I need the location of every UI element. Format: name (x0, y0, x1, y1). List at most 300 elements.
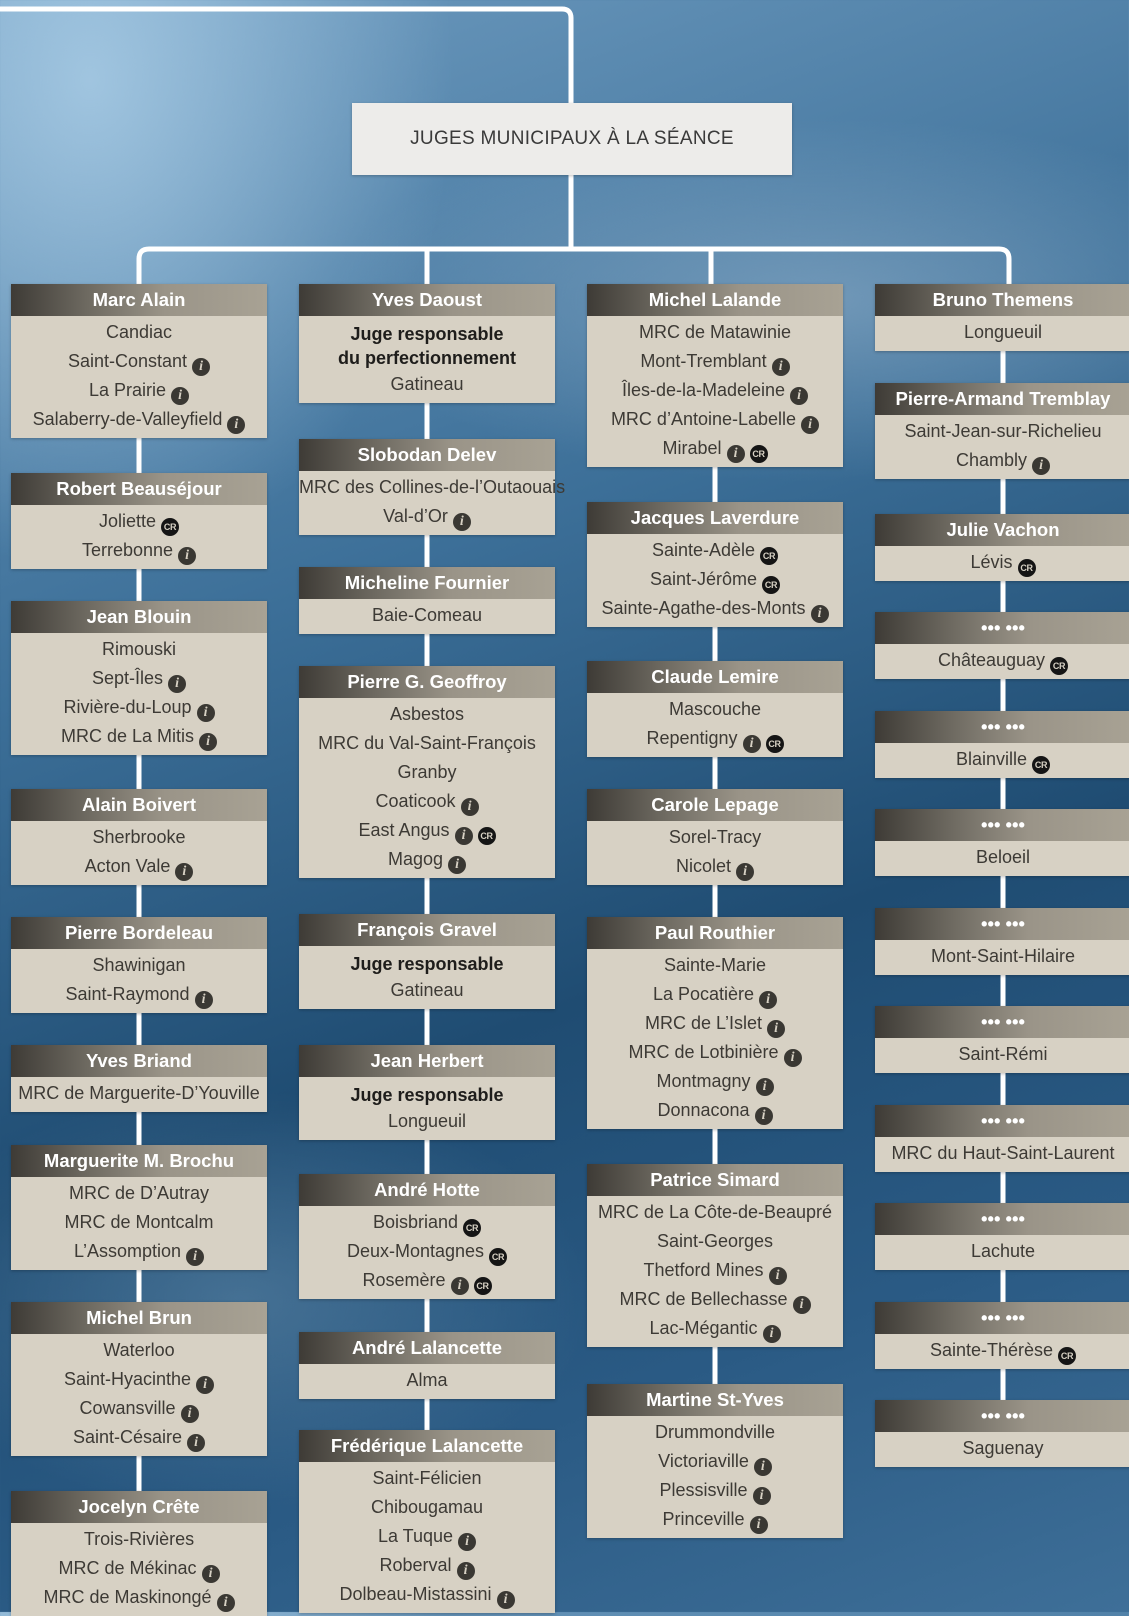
judge-name: Slobodan Delev (299, 439, 555, 471)
judge-card (11, 789, 267, 885)
info-icon: i (754, 1458, 772, 1476)
judge-card (11, 1302, 267, 1456)
judge-courts (587, 949, 843, 1129)
court-label: Îles-de-la-Madeleine (621, 380, 786, 400)
judge-courts (875, 316, 1129, 351)
court-label: Sainte-Marie (663, 955, 767, 975)
court-name (587, 1285, 843, 1314)
info-icon: i (186, 1248, 204, 1266)
judge-card (299, 914, 555, 1009)
judge-courts (11, 505, 267, 569)
info-icon: i (790, 387, 808, 405)
court-label: La Tuque (377, 1526, 454, 1546)
connector-top (0, 9, 571, 103)
judge-name: Yves Daoust (299, 284, 555, 316)
court-label: Drummondville (654, 1422, 776, 1442)
court-label: Mascouche (668, 699, 762, 719)
court-name (299, 1580, 555, 1609)
court-name (587, 1418, 843, 1447)
court-label: MRC de Montcalm (64, 1212, 214, 1232)
court-label: Gatineau (390, 374, 464, 394)
court-label: MRC de Marguerite-D’Youville (18, 1083, 260, 1103)
court-label: Saguenay (962, 1438, 1044, 1458)
info-icon: i (461, 798, 479, 816)
cr-icon: CR (161, 518, 179, 536)
court-label: Saint-Hyacinthe (63, 1369, 192, 1389)
judge-name: Yves Briand (11, 1045, 267, 1077)
court-label: Saint-Rémi (958, 1044, 1048, 1064)
judge-courts (875, 546, 1129, 581)
court-label: East Angus (358, 820, 450, 840)
judge-name: Alain Boivert (11, 789, 267, 821)
court-label: Saint-Félicien (372, 1468, 482, 1488)
court-name (587, 565, 843, 594)
court-label: Joliette (98, 511, 157, 531)
info-icon: i (801, 416, 819, 434)
court-name (11, 1525, 267, 1554)
info-icon: i (455, 827, 473, 845)
cr-icon: CR (1032, 756, 1050, 774)
court-name (299, 845, 555, 874)
court-label: Waterloo (103, 1340, 175, 1360)
judge-courts (11, 316, 267, 438)
info-icon: i (767, 1020, 785, 1038)
court-name (587, 1009, 843, 1038)
judge-name: ••• ••• (875, 1400, 1129, 1432)
court-name (299, 1522, 555, 1551)
judge-name: Marc Alain (11, 284, 267, 316)
judge-name: André Hotte (299, 1174, 555, 1206)
court-name (11, 1423, 267, 1452)
court-name (299, 1107, 555, 1136)
court-label: Lachute (970, 1241, 1036, 1261)
court-label: Beloeil (975, 847, 1031, 867)
court-name (875, 1434, 1129, 1463)
court-label: Montmagny (656, 1071, 751, 1091)
judge-courts (587, 1416, 843, 1538)
court-label: Chambly (955, 450, 1028, 470)
judge-card (875, 1400, 1129, 1467)
court-name (875, 942, 1129, 971)
info-icon: i (217, 1594, 235, 1612)
judge-courts (875, 644, 1129, 679)
info-icon: i (195, 991, 213, 1009)
info-icon: i (175, 863, 193, 881)
court-name (875, 446, 1129, 475)
judge-name: ••• ••• (875, 1006, 1129, 1038)
court-name (11, 536, 267, 565)
judge-card (299, 284, 555, 403)
court-name (299, 1266, 555, 1295)
judge-card (11, 917, 267, 1013)
court-label: Terrebonne (81, 540, 174, 560)
judge-name: Claude Lemire (587, 661, 843, 693)
court-label: Mont-Tremblant (640, 351, 767, 371)
court-name (875, 1139, 1129, 1168)
judge-card (587, 917, 843, 1129)
judge-courts (875, 1137, 1129, 1172)
judge-courts (299, 599, 555, 634)
judge-name: ••• ••• (875, 809, 1129, 841)
info-icon: i (178, 547, 196, 565)
court-label: MRC de La Mitis (60, 726, 195, 746)
court-label: Longueuil (387, 1111, 467, 1131)
judge-courts (11, 1077, 267, 1112)
court-label: Saint-Georges (656, 1231, 774, 1251)
judge-name: François Gravel (299, 914, 555, 946)
judge-name: Pierre-Armand Tremblay (875, 383, 1129, 415)
court-name (587, 1505, 843, 1534)
info-icon: i (497, 1591, 515, 1609)
judge-card (875, 1105, 1129, 1172)
judge-name: ••• ••• (875, 1203, 1129, 1235)
court-label: MRC d’Antoine-Labelle (610, 409, 797, 429)
court-label: Saint-Césaire (72, 1427, 183, 1447)
judge-name: Carole Lepage (587, 789, 843, 821)
court-name (875, 1336, 1129, 1365)
cr-icon: CR (1050, 657, 1068, 675)
judge-name: Jacques Laverdure (587, 502, 843, 534)
judge-courts (875, 841, 1129, 876)
court-name (587, 594, 843, 623)
info-icon: i (755, 1107, 773, 1125)
court-name (875, 843, 1129, 872)
judge-card (587, 502, 843, 627)
court-label: Rosemère (362, 1270, 446, 1290)
judge-courts (299, 1077, 555, 1140)
court-label: Gatineau (390, 980, 464, 1000)
judge-card (11, 1145, 267, 1270)
court-label: Alma (406, 1370, 448, 1390)
info-icon: i (199, 733, 217, 751)
court-label: Saint-Jérôme (649, 569, 758, 589)
court-name (299, 1493, 555, 1522)
judge-card (875, 514, 1129, 581)
judge-card (299, 1174, 555, 1299)
court-label: Juge responsable (350, 954, 504, 974)
judge-name: André Lalancette (299, 1332, 555, 1364)
judge-card (875, 1006, 1129, 1073)
role-label (299, 346, 555, 370)
court-label: Plessisville (659, 1480, 748, 1500)
court-name (11, 405, 267, 434)
judge-name: ••• ••• (875, 612, 1129, 644)
info-icon: i (769, 1267, 787, 1285)
court-label: La Pocatière (652, 984, 755, 1004)
court-label: Princeville (662, 1509, 745, 1529)
court-name (587, 823, 843, 852)
court-name (875, 646, 1129, 675)
judge-courts (11, 1177, 267, 1270)
judge-card (11, 1491, 267, 1616)
court-name (299, 976, 555, 1005)
court-label: MRC des Collines-de-l’Outaouais (299, 477, 566, 497)
court-label: Deux-Montagnes (346, 1241, 485, 1261)
judge-card (875, 809, 1129, 876)
court-name (11, 951, 267, 980)
court-label: Chibougamau (370, 1497, 484, 1517)
court-name (587, 1447, 843, 1476)
judge-card (875, 612, 1129, 679)
judge-name: Michel Brun (11, 1302, 267, 1334)
court-name (875, 745, 1129, 774)
court-name (587, 1256, 843, 1285)
judge-card (875, 383, 1129, 479)
judge-name: Robert Beauséjour (11, 473, 267, 505)
info-icon: i (227, 416, 245, 434)
court-name (11, 980, 267, 1009)
court-label: Granby (397, 762, 457, 782)
judge-name: Micheline Fournier (299, 567, 555, 599)
judge-courts (875, 743, 1129, 778)
court-name (587, 852, 843, 881)
court-name (299, 700, 555, 729)
info-icon: i (453, 513, 471, 531)
judge-card (587, 661, 843, 757)
court-label: Coaticook (375, 791, 456, 811)
judge-card (875, 711, 1129, 778)
court-label: Rimouski (101, 639, 176, 659)
judge-name: Jean Herbert (299, 1045, 555, 1077)
court-label: Châteauguay (937, 650, 1046, 670)
judge-name: Patrice Simard (587, 1164, 843, 1196)
court-name (587, 1067, 843, 1096)
court-label: MRC de Bellechasse (619, 1289, 788, 1309)
judge-courts (587, 316, 843, 467)
court-name (11, 376, 267, 405)
court-name (875, 1237, 1129, 1266)
court-name (587, 1227, 843, 1256)
court-name (11, 1079, 267, 1108)
court-label: Thetford Mines (643, 1260, 764, 1280)
court-name (11, 635, 267, 664)
court-name (587, 1038, 843, 1067)
court-label: Asbestos (389, 704, 465, 724)
court-name (299, 758, 555, 787)
court-name (587, 347, 843, 376)
info-icon: i (187, 1434, 205, 1452)
judge-name: Julie Vachon (875, 514, 1129, 546)
judge-courts (299, 1364, 555, 1399)
connector-horizontal (139, 249, 1009, 284)
court-name (587, 695, 843, 724)
judge-card (875, 284, 1129, 351)
info-icon: i (448, 856, 466, 874)
info-icon: i (811, 605, 829, 623)
court-name (587, 536, 843, 565)
court-name (299, 1208, 555, 1237)
court-label: Lévis (970, 552, 1013, 572)
court-label: Rivière-du-Loup (63, 697, 192, 717)
role-label (299, 322, 555, 346)
judge-name: Frédérique Lalancette (299, 1430, 555, 1462)
court-label: Repentigny (646, 728, 738, 748)
info-icon: i (793, 1296, 811, 1314)
judge-name: ••• ••• (875, 1302, 1129, 1334)
court-label: Sainte-Adèle (651, 540, 756, 560)
cr-icon: CR (478, 827, 496, 845)
court-label: Lac-Mégantic (649, 1318, 758, 1338)
court-label: MRC du Haut-Saint-Laurent (891, 1143, 1115, 1163)
court-name (299, 370, 555, 399)
judge-name: Martine St-Yves (587, 1384, 843, 1416)
court-label: Val-d’Or (383, 506, 448, 526)
court-label: Longueuil (963, 322, 1043, 342)
judge-card (11, 473, 267, 569)
court-name (299, 787, 555, 816)
info-icon: i (196, 1376, 214, 1394)
judge-courts (587, 821, 843, 885)
info-icon: i (784, 1049, 802, 1067)
judge-card (875, 1302, 1129, 1369)
info-icon: i (202, 1565, 220, 1583)
judge-name: Jocelyn Crête (11, 1491, 267, 1523)
judge-courts (11, 949, 267, 1013)
judge-courts (11, 821, 267, 885)
judge-name: Bruno Themens (875, 284, 1129, 316)
court-label: Sainte-Agathe-des-Monts (601, 598, 806, 618)
court-label: Saint-Constant (67, 351, 188, 371)
court-label: Salaberry-de-Valleyfield (32, 409, 223, 429)
info-icon: i (192, 358, 210, 376)
court-name (11, 1365, 267, 1394)
judge-name: ••• ••• (875, 711, 1129, 743)
court-label: Sainte-Thérèse (929, 1340, 1054, 1360)
judge-courts (299, 1206, 555, 1299)
court-name (299, 601, 555, 630)
judge-name: Marguerite M. Brochu (11, 1145, 267, 1177)
judge-card (875, 1203, 1129, 1270)
court-name (11, 1336, 267, 1365)
court-name (11, 318, 267, 347)
judge-courts (587, 693, 843, 757)
court-name (11, 852, 267, 881)
cr-icon: CR (762, 576, 780, 594)
info-icon: i (759, 991, 777, 1009)
judge-courts (587, 1196, 843, 1347)
judge-courts (875, 1432, 1129, 1467)
cr-icon: CR (474, 1277, 492, 1295)
judge-card (299, 1332, 555, 1399)
court-name (299, 1551, 555, 1580)
court-name (11, 1179, 267, 1208)
info-icon: i (772, 358, 790, 376)
court-name (299, 1366, 555, 1395)
judge-name: Pierre G. Geoffroy (299, 666, 555, 698)
judge-card (299, 1045, 555, 1140)
court-name (11, 1554, 267, 1583)
info-icon: i (171, 387, 189, 405)
cr-icon: CR (1058, 1347, 1076, 1365)
court-name (587, 405, 843, 434)
judge-card (11, 601, 267, 755)
court-name (299, 1464, 555, 1493)
court-label: Trois-Rivières (83, 1529, 195, 1549)
info-icon: i (763, 1325, 781, 1343)
judge-card (587, 789, 843, 885)
judge-card (587, 1164, 843, 1347)
judge-card (299, 1430, 555, 1613)
info-icon: i (727, 445, 745, 463)
court-name (587, 1476, 843, 1505)
court-name (587, 724, 843, 753)
judge-name: ••• ••• (875, 908, 1129, 940)
court-name (587, 1198, 843, 1227)
court-label: Juge responsable (350, 1085, 504, 1105)
judge-card (587, 284, 843, 467)
court-label: Roberval (379, 1555, 452, 1575)
info-icon: i (743, 735, 761, 753)
info-icon: i (736, 863, 754, 881)
court-label: Sherbrooke (92, 827, 186, 847)
court-name (299, 1237, 555, 1266)
judge-courts (11, 1334, 267, 1456)
court-name (11, 1237, 267, 1266)
judge-courts (299, 471, 566, 535)
judge-name: Jean Blouin (11, 601, 267, 633)
court-name (11, 347, 267, 376)
judge-card (299, 439, 566, 535)
court-label: Cowansville (79, 1398, 176, 1418)
court-label: Blainville (955, 749, 1028, 769)
judge-card (587, 1384, 843, 1538)
court-label: Donnacona (657, 1100, 750, 1120)
court-name (875, 417, 1129, 446)
judge-card (11, 284, 267, 438)
court-name (11, 507, 267, 536)
judge-courts (299, 1462, 555, 1613)
court-label: MRC de Maskinongé (43, 1587, 212, 1607)
judge-courts (875, 1038, 1129, 1073)
judge-courts (875, 415, 1129, 479)
judge-courts (875, 940, 1129, 975)
judge-name: ••• ••• (875, 1105, 1129, 1137)
court-label: MRC de La Côte-de-Beaupré (597, 1202, 833, 1222)
judge-courts (299, 316, 555, 403)
info-icon: i (750, 1516, 768, 1534)
role-label (299, 952, 555, 976)
judge-name: Michel Lalande (587, 284, 843, 316)
court-label: MRC de Mékinac (58, 1558, 197, 1578)
judge-card (299, 666, 555, 878)
judge-courts (11, 1523, 267, 1616)
court-label: Juge responsable (350, 324, 504, 344)
judge-card (11, 1045, 267, 1112)
court-label: L’Assomption (73, 1241, 182, 1261)
court-label: MRC de Matawinie (638, 322, 792, 342)
court-label: MRC de Lotbinière (628, 1042, 779, 1062)
court-name (11, 664, 267, 693)
org-chart-title: JUGES MUNICIPAUX À LA SÉANCE (352, 103, 792, 175)
cr-icon: CR (489, 1248, 507, 1266)
cr-icon: CR (1018, 559, 1036, 577)
judge-name: Pierre Bordeleau (11, 917, 267, 949)
info-icon: i (756, 1078, 774, 1096)
court-name (11, 1394, 267, 1423)
court-name (11, 693, 267, 722)
role-label (299, 1083, 555, 1107)
cr-icon: CR (463, 1219, 481, 1237)
court-label: Baie-Comeau (371, 605, 483, 625)
court-name (875, 1040, 1129, 1069)
court-name (875, 318, 1129, 347)
court-label: MRC de L’Islet (644, 1013, 763, 1033)
info-icon: i (457, 1562, 475, 1580)
court-name (11, 1208, 267, 1237)
judge-courts (875, 1235, 1129, 1270)
judge-name: Paul Routhier (587, 917, 843, 949)
court-label: Candiac (105, 322, 173, 342)
